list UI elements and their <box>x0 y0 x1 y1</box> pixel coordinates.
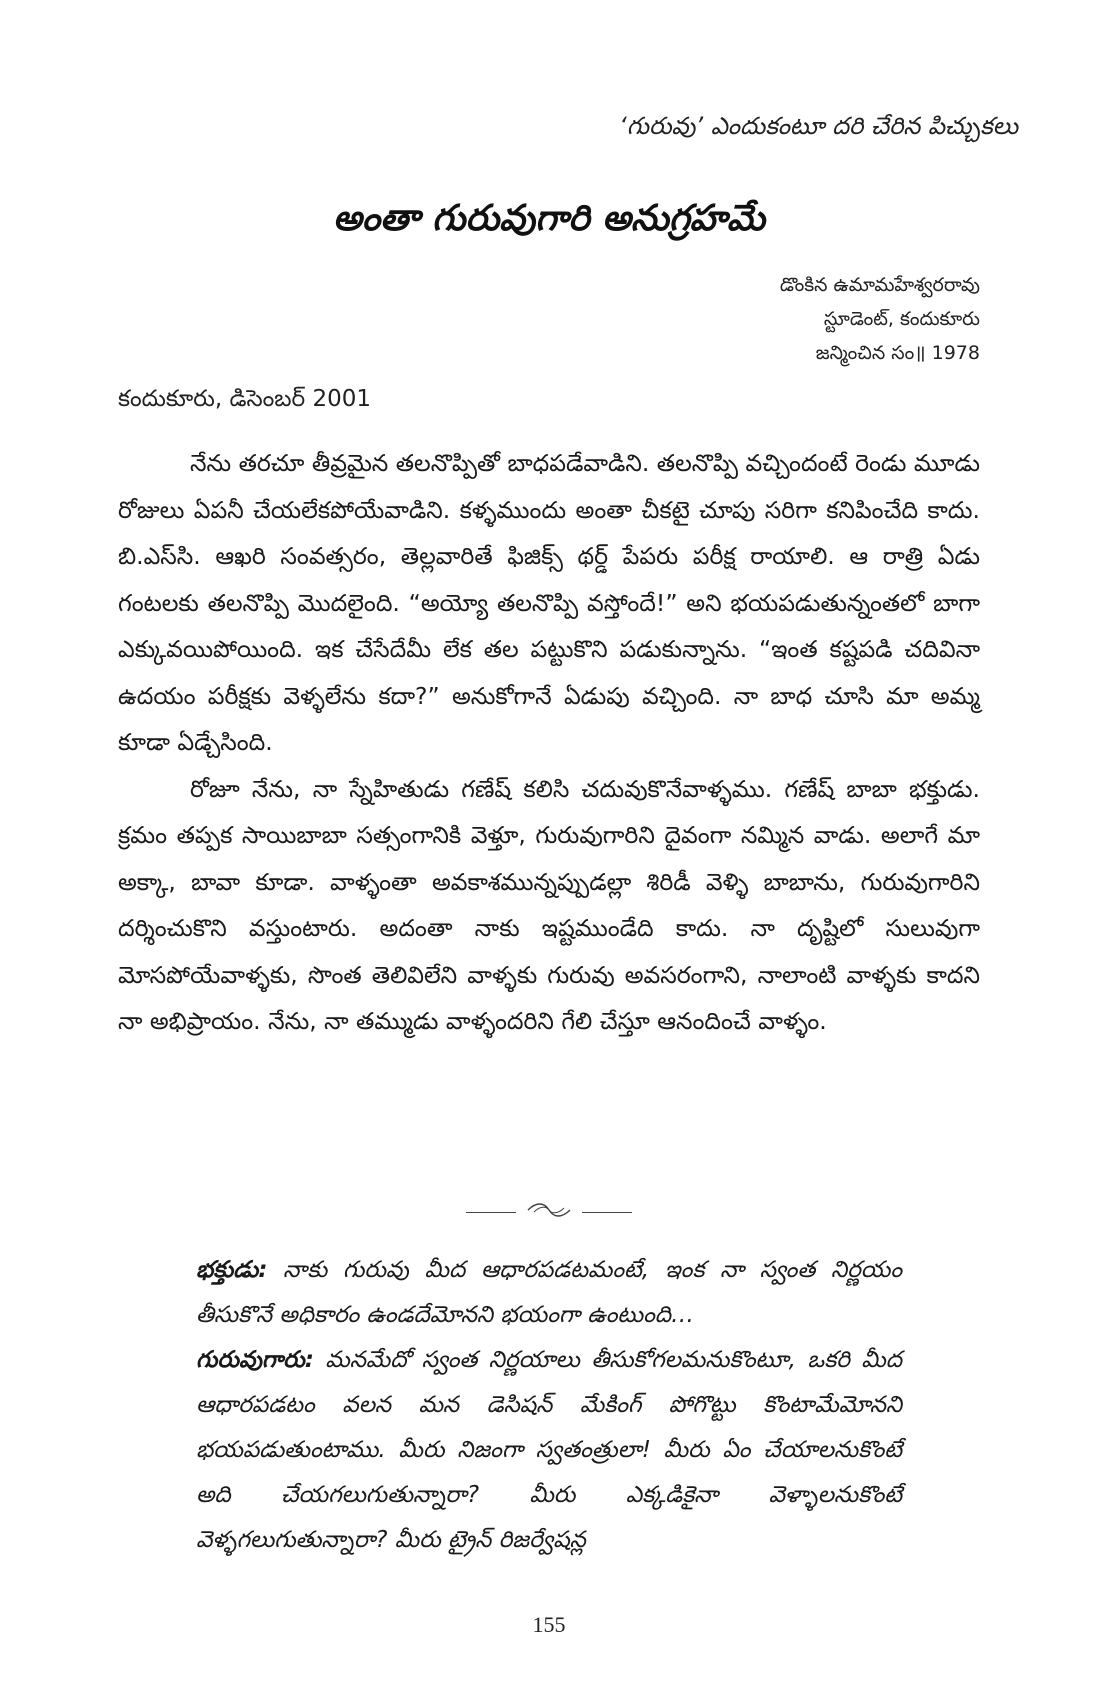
body-text <box>118 440 980 1045</box>
place-date: కందుకూరు, డిసెంబర్ 2001 <box>118 386 372 412</box>
dialogue-text: నాకు గురువు మీద ఆధారపడటమంటే, ఇంక నా స్వంత నిర్ణయం తీసుకొనే అధికారం ఉండదేమోనని భయంగా ఉంటుంది… <box>196 1257 902 1328</box>
byline <box>780 268 980 370</box>
author-name: డొంకిన ఉమామహేశ్వరరావు <box>779 274 980 296</box>
dialogue-entry <box>196 1338 902 1563</box>
flourish-icon <box>524 1200 574 1225</box>
page-number: 155 <box>532 1612 566 1637</box>
divider-line <box>582 1212 632 1213</box>
section-divider-ornament <box>0 1200 1098 1225</box>
speaker-label: గురువుగారు: <box>196 1347 314 1373</box>
paragraph: రోజూ నేను, నా స్నేహితుడు గణేష్ కలిసి చదువుకొనేవాళ్ళము. గణేష్ బాబా భక్తుడు. క్రమం తప్పక సాయిబాబా సత్సంగానికి వెళ్తూ, గురువుగారిని దైవంగా నమ్మిన వాడు. అలాగే మా అక్కా, బావా కూడా. వాళ్ళంతా అవకాశమున్నప్పుడల్లా శిరిడీ వెళ్ళి బాబాను, గురువుగారిని దర్శించుకొని వస్తుంటారు. అదంతా నాకు ఇష్టముండేది కాదు. నా దృష్టిలో సులువుగా మోసపోయేవాళ్ళకు, సొంత తెలివిలేని వాళ్ళకు గురువు అవసరంగాని, నాలాంటి వాళ్ళకు కాదని నా అభిప్రాయం. నేను, నా తమ్ముడు వాళ్ళందరిని గేలి చేస్తూ ఆనందించే వాళ్ళం. <box>118 774 980 1035</box>
speaker-label: భక్తుడు: <box>196 1257 268 1283</box>
author-birth-year: జన్మించిన సం॥ 1978 <box>815 342 980 364</box>
chapter-title: అంతా గురువుగారి అనుగ్రహమే <box>333 198 765 239</box>
running-header: ‘గురువు’ ఎందుకంటూ దరి చేరిన పిచ్చుకలు <box>619 112 1018 140</box>
divider-line <box>466 1212 516 1213</box>
dialogue-entry <box>196 1248 902 1338</box>
author-role: స్టూడెంట్, కందుకూరు <box>823 308 980 330</box>
dialogue-text: మనమేదో స్వంత నిర్ణయాలు తీసుకోగలమనుకొంటూ, ఒకరి మీద ఆధారపడటం వలన మన డెసిషన్ మేకింగ్ పోగొట్టు కొంటామేమోనని భయపడుతుంటాము. మీరు నిజంగా స్వతంత్రులా! మీరు ఏం చేయాలనుకొంటే అది చేయగలుగుతున్నారా? మీరు ఎక్కడికైనా వెళ్ళాలనుకొంటే వెళ్ళగలుగుతున్నారా? మీరు ట్రైన్ రిజర్వేషన్ల <box>196 1347 902 1553</box>
paragraph: నేను తరచూ తీవ్రమైన తలనొప్పితో బాధపడేవాడిని. తలనొప్పి వచ్చిందంటే రెండు మూడు రోజులు ఏపనీ చేయలేకపోయేవాడిని. కళ్ళముందు అంతా చీకటై చూపు సరిగా కనిపించేది కాదు. బి.ఎస్‌సి. ఆఖరి సంవత్సరం, తెల్లవారితే ఫిజిక్స్ థర్డ్ పేపరు పరీక్ష రాయాలి. ఆ రాత్రి ఏడు గంటలకు తలనొప్పి మొదలైంది. “అయ్యో తలనొప్పి వస్తోందే!” అని భయపడుతున్నంతలో బాగా ఎక్కువయిపోయింది. ఇక చేసేదేమీ లేక తల పట్టుకొని పడుకున్నాను. “ఇంత కష్టపడి చదివినా ఉదయం పరీక్షకు వెళ్ళలేను కదా?” అనుకోగానే ఏడుపు వచ్చింది. నా బాధ చూసి మా అమ్మ కూడా ఏడ్చేసింది. <box>118 449 980 756</box>
dialogue-box <box>196 1248 902 1563</box>
